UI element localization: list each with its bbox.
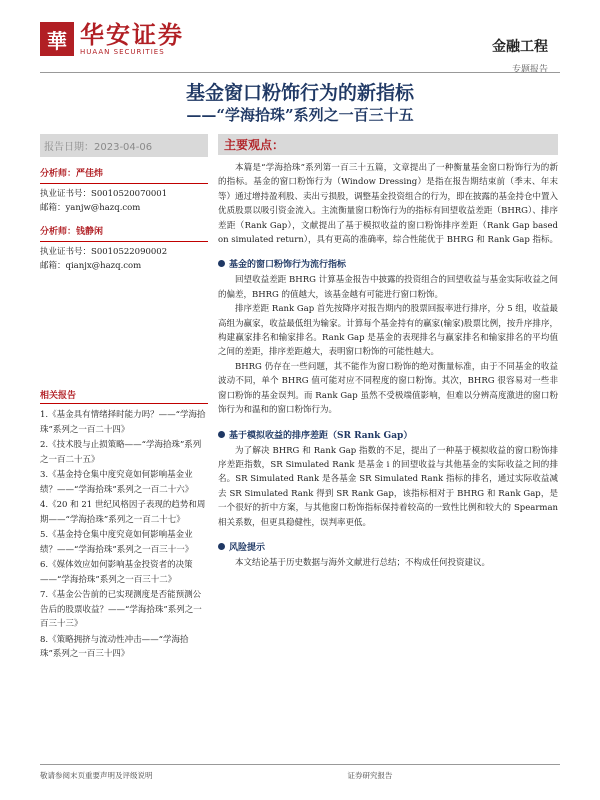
body-paragraph: 为了解决 BHRG 和 Rank Gap 指数的不足，提出了一种基于模拟收益的窗口粉饰排序差距指数，SR Simulated Rank 是基金 i 的回望收益与其他基金的实际收益之间的排名。SR Simulated Rank 是各基金 SR Simulated Rank 指标的排名，通过实际收益减去 SR Simulated Rank 得到 SR Rank Gap，该指标相对于 BHRG 和 Rank Gap，是一个很好的折中方案，与其他窗口粉饰指标保持着较高的一致性比例和较大的 Spearman 相关系数，但更具稳健性，误判率更低。 [218, 445, 558, 528]
company-logo [40, 22, 184, 56]
analyst-email[interactable]: 邮箱：yanjw@hazq.com [40, 203, 141, 213]
analyst-block [40, 225, 208, 273]
body-paragraph: 排序差距 Rank Gap 首先按降序对报告期内的股票回报率进行排序，分 5 组，收益最高组为赢家，收益最低组为输家。计算每个基金持有的赢家(输家)股票比例，按升序排序，构建赢家排名和输家排名。Rank Gap 是基金的表现排名与赢家排名和输家排名的平均值之间的差距，排序差距越大，表明窗口粉饰的可能性越大。 [218, 304, 558, 358]
report-category: 金融工程 [492, 39, 548, 55]
section-heading [218, 428, 558, 441]
main-content [218, 134, 558, 570]
logo-mark-glyph: 華 [47, 28, 67, 53]
related-report-item[interactable]: 6.《媒体效应如何影响基金投资者的决策——“学海拾珠”系列之一百三十二》 [40, 560, 193, 585]
body-paragraph: 回望收益差距 BHRG 计算基金报告中披露的投资组合的回望收益与基金实际收益之间的偏差，BHRG 的值越大，该基金越有可能进行窗口粉饰。 [218, 275, 558, 300]
page-subtitle: ——“学海拾珠”系列之一百三十五 [186, 106, 414, 124]
logo-mark-icon [40, 22, 74, 56]
related-report-item[interactable]: 5.《基金持仓集中度究竟如何影响基金业绩？——“学海拾珠”系列之一百三十一》 [40, 530, 194, 555]
section-heading [218, 540, 558, 553]
related-report-item[interactable]: 3.《基金持仓集中度究竟如何影响基金业绩？——“学海拾珠”系列之一百二十六》 [40, 470, 194, 495]
analyst-email[interactable]: 邮箱：qianjx@hazq.com [40, 261, 142, 271]
analyst-block [40, 167, 208, 215]
related-report-item[interactable]: 8.《策略拥挤与流动性冲击——“学海拾珠”系列之一百三十四》 [40, 634, 189, 659]
footer-divider [40, 764, 560, 765]
section-heading [218, 257, 558, 270]
related-reports [40, 388, 208, 663]
related-report-item[interactable]: 1.《基金具有情绪择时能力吗？——“学海拾珠”系列之一百二十四》 [40, 410, 206, 435]
related-report-item[interactable]: 7.《基金公告前的已实现测度是否能预测公告后的股票收益？——“学海拾珠”系列之一百三十三》 [40, 590, 202, 629]
intro-paragraph: 本篇是“学海拾珠”系列第一百三十五篇，文章提出了一种衡量基金窗口粉饰行为的新的指标。基金的窗口粉饰行为（Window Dressing）是指在报告期结束前（季末、年末等）通过增持盈利股、卖出亏损股，调整基金投资组合的行为，即在披露的基金持仓中置入优质股票以吸引资金流入。主流衡量窗口粉饰行为的指标有回望收益差距（BHRG）、排序差距（Rank Gap），文献提出了基于模拟收益的窗口粉饰排序差距（Rank Gap based on simulated return），具有更高的准确率，综合性能优于 BHRG 和 Rank Gap 指标。 [218, 163, 559, 246]
body-paragraph: 本文结论基于历史数据与海外文献进行总结；不构成任何投资建议。 [235, 557, 491, 568]
bullet-icon [218, 543, 225, 550]
key-points-heading: 主要观点： [218, 134, 558, 155]
body-paragraph: BHRG 仍存在一些问题，其不能作为窗口粉饰的绝对衡量标准，由于不同基金的收益波动不同，单个 BHRG 值可能对应不同程度的窗口粉饰。其次，BHRG 很容易对一些非窗口粉饰的基金误判。而 Rank Gap 虽然不受极端值影响，但难以分辨高度激进的窗口粉饰行为和温和的窗口粉饰行为。 [218, 361, 558, 416]
analyst-name: 分析师：钱静闲 [40, 225, 208, 242]
related-report-item[interactable]: 2.《技术股与止损策略——“学海拾珠”系列之一百二十五》 [40, 440, 202, 465]
analyst-cert: 执业证书号：S0010520070001 [40, 189, 168, 199]
related-reports-heading: 相关报告 [40, 388, 208, 404]
report-date: 报告日期：2023-04-06 [40, 134, 208, 157]
page-title: 基金窗口粉饰行为的新指标 [185, 82, 414, 104]
logo-name-en: HUAAN SECURITIES [80, 48, 165, 56]
footer-label: 证券研究报告 [347, 771, 393, 780]
related-report-item[interactable]: 4.《20 和 21 世纪风格因子表现的趋势和周期——“学海拾珠”系列之一百二十七》 [40, 500, 206, 525]
left-sidebar [40, 134, 208, 273]
bullet-icon [218, 431, 225, 438]
analyst-name: 分析师：严佳炜 [40, 167, 208, 184]
header-divider [40, 72, 560, 73]
footer-disclaimer: 敬请参阅末页重要声明及评级说明 [40, 771, 153, 780]
bullet-icon [218, 260, 225, 267]
section-heading-text: 基金的窗口粉饰行为流行指标 [229, 260, 347, 271]
report-type: 专题报告 [511, 65, 548, 75]
section-heading-text: 基于模拟收益的排序差距（SR Rank Gap） [229, 430, 413, 441]
section-heading-text: 风险提示 [229, 542, 266, 553]
logo-name-cn: 华安证券 [80, 20, 184, 49]
analyst-cert: 执业证书号：S0010522090002 [40, 247, 168, 257]
